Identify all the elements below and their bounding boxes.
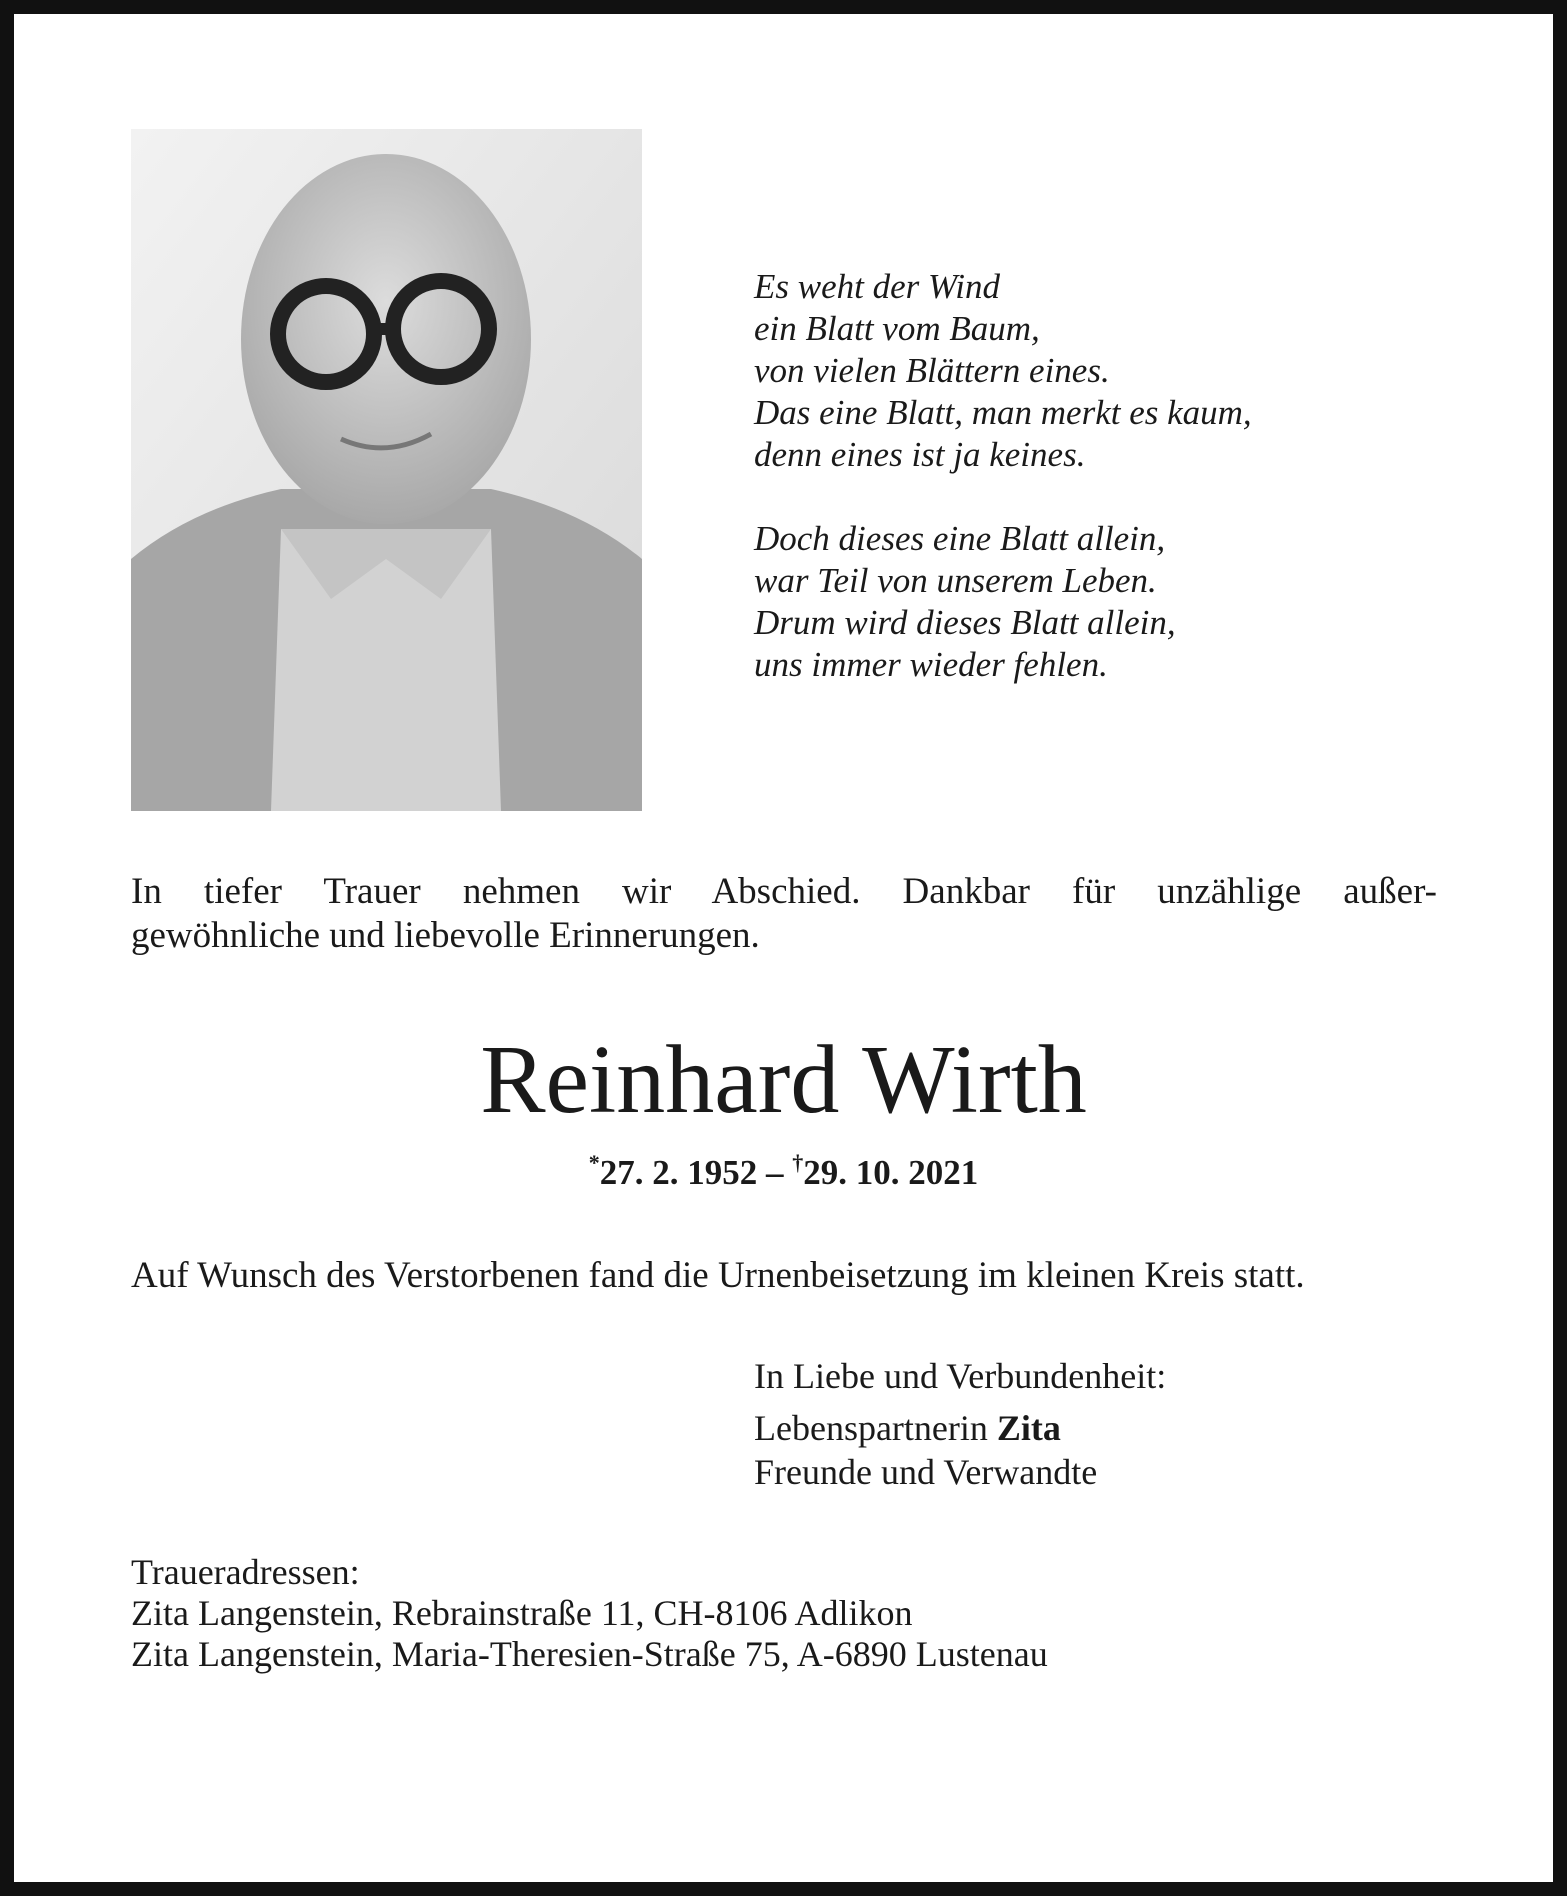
portrait-photo [131,129,642,811]
birth-date: 27. 2. 1952 [599,1153,758,1192]
signature-others: Freunde und Verwandte [754,1452,1098,1492]
signature-block [754,1354,1166,1494]
life-dates [0,1150,1567,1193]
deceased-name: Reinhard Wirth [480,1026,1087,1134]
death-symbol: † [792,1150,804,1175]
poem-line: von vielen Blättern eines. [754,351,1110,390]
poem-line: war Teil von unserem Leben. [754,561,1157,600]
addresses-heading: Traueradressen: [131,1552,360,1592]
partner-name: Zita [996,1408,1061,1448]
date-separator: – [757,1153,793,1192]
intro-paragraph [131,870,1437,958]
mourning-addresses [131,1552,1048,1675]
death-date: 29. 10. 2021 [803,1153,979,1192]
poem-line: Drum wird dieses Blatt allein, [754,603,1176,642]
signature-heading: In Liebe und Verbundenheit: [754,1356,1167,1396]
poem [754,266,1252,728]
poem-line: Doch dieses eine Blatt allein, [754,519,1166,558]
burial-notice: Auf Wunsch des Verstorbenen fand die Urnenbeisetzung im kleinen Kreis statt. [131,1255,1305,1296]
poem-line: ein Blatt vom Baum, [754,309,1040,348]
poem-line: Es weht der Wind [754,267,1000,306]
poem-stanza-2 [754,518,1252,686]
poem-line: denn eines ist ja keines. [754,435,1086,474]
address-line: Zita Langenstein, Maria-Theresien-Straße 75, A-6890 Lustenau [131,1634,1048,1674]
partner-label: Lebenspartnerin [754,1408,997,1448]
intro-line: gewöhnliche und liebevolle Erinnerungen. [131,915,760,956]
intro-line: In tiefer Trauer nehmen wir Abschied. Dankbar für unzählige außer- [131,871,1437,912]
birth-symbol: * [588,1150,600,1175]
poem-stanza-1 [754,266,1252,476]
signature-partner [754,1406,1166,1450]
poem-line: uns immer wieder fehlen. [754,645,1108,684]
poem-line: Das eine Blatt, man merkt es kaum, [754,393,1252,432]
address-line: Zita Langenstein, Rebrainstraße 11, CH-8106 Adlikon [131,1593,913,1633]
